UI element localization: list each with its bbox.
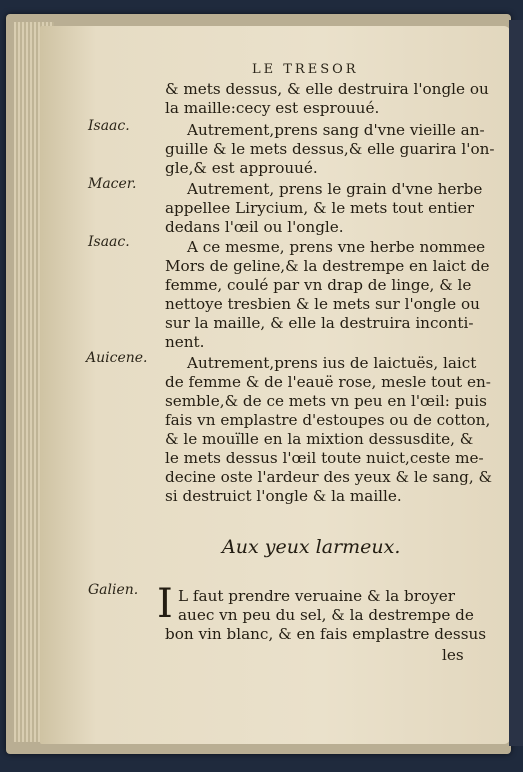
text-line: decine oste l'ardeur des yeux & le sang, & bbox=[165, 468, 493, 486]
running-header: LE TRESOR bbox=[252, 62, 359, 77]
text-line: L faut prendre veruaine & la broyer bbox=[178, 587, 456, 605]
text-line: de femme & de l'eauë rose, mesle tout en- bbox=[165, 373, 491, 391]
text-line: A ce mesme, prens vne herbe nommee bbox=[187, 238, 486, 256]
text-line: guille & le mets dessus,& elle guarira l'on- bbox=[165, 140, 495, 158]
text-line: Mors de geline,& la destrempe en laict de bbox=[165, 257, 490, 275]
text-line: Autrement,prens ius de laictuës, laict bbox=[187, 354, 477, 372]
text-line: Autrement, prens le grain d'vne herbe bbox=[187, 180, 483, 198]
text-line: sur la maille, & elle la destruira inconti- bbox=[165, 314, 474, 332]
text-line: bon vin blanc, & en fais emplastre dessus bbox=[165, 625, 487, 643]
text-line: la maille:cecy est esprouué. bbox=[165, 99, 380, 117]
margin-note: Macer. bbox=[88, 176, 137, 192]
catchword: les bbox=[442, 646, 464, 664]
margin-note: Isaac. bbox=[88, 234, 130, 250]
text-line: Autrement,prens sang d'vne vieille an- bbox=[187, 121, 485, 139]
text-line: dedans l'œil ou l'ongle. bbox=[165, 218, 344, 236]
text-line: nettoye tresbien & le mets sur l'ongle ou bbox=[165, 295, 480, 313]
section-heading: Aux yeux larmeux. bbox=[222, 536, 401, 558]
text-line: & le mouïlle en la mixtion dessusdite, & bbox=[165, 430, 474, 448]
text-line: femme, coulé par vn drap de linge, & le bbox=[165, 276, 472, 294]
margin-note: Auicene. bbox=[86, 350, 148, 366]
text-line: & mets dessus, & elle destruira l'ongle ou bbox=[165, 80, 489, 98]
text-line: si destruict l'ongle & la maille. bbox=[165, 487, 402, 505]
margin-note: Isaac. bbox=[88, 118, 130, 134]
text-line: gle,& est approuué. bbox=[165, 159, 318, 177]
right-shadow bbox=[509, 20, 523, 746]
text-line: le mets dessus l'œil toute nuict,ceste me- bbox=[165, 449, 484, 467]
text-line: semble,& de ce mets vn peu en l'œil: puis bbox=[165, 392, 487, 410]
text-line: auec vn peu du sel, & la destrempe de bbox=[178, 606, 474, 624]
text-line: nent. bbox=[165, 333, 205, 351]
margin-note: Galien. bbox=[88, 582, 139, 598]
text-line: appellee Lirycium, & le mets tout entier bbox=[165, 199, 475, 217]
text-line: fais vn emplastre d'estoupes ou de cotton, bbox=[165, 411, 491, 429]
drop-cap: I bbox=[157, 581, 173, 627]
